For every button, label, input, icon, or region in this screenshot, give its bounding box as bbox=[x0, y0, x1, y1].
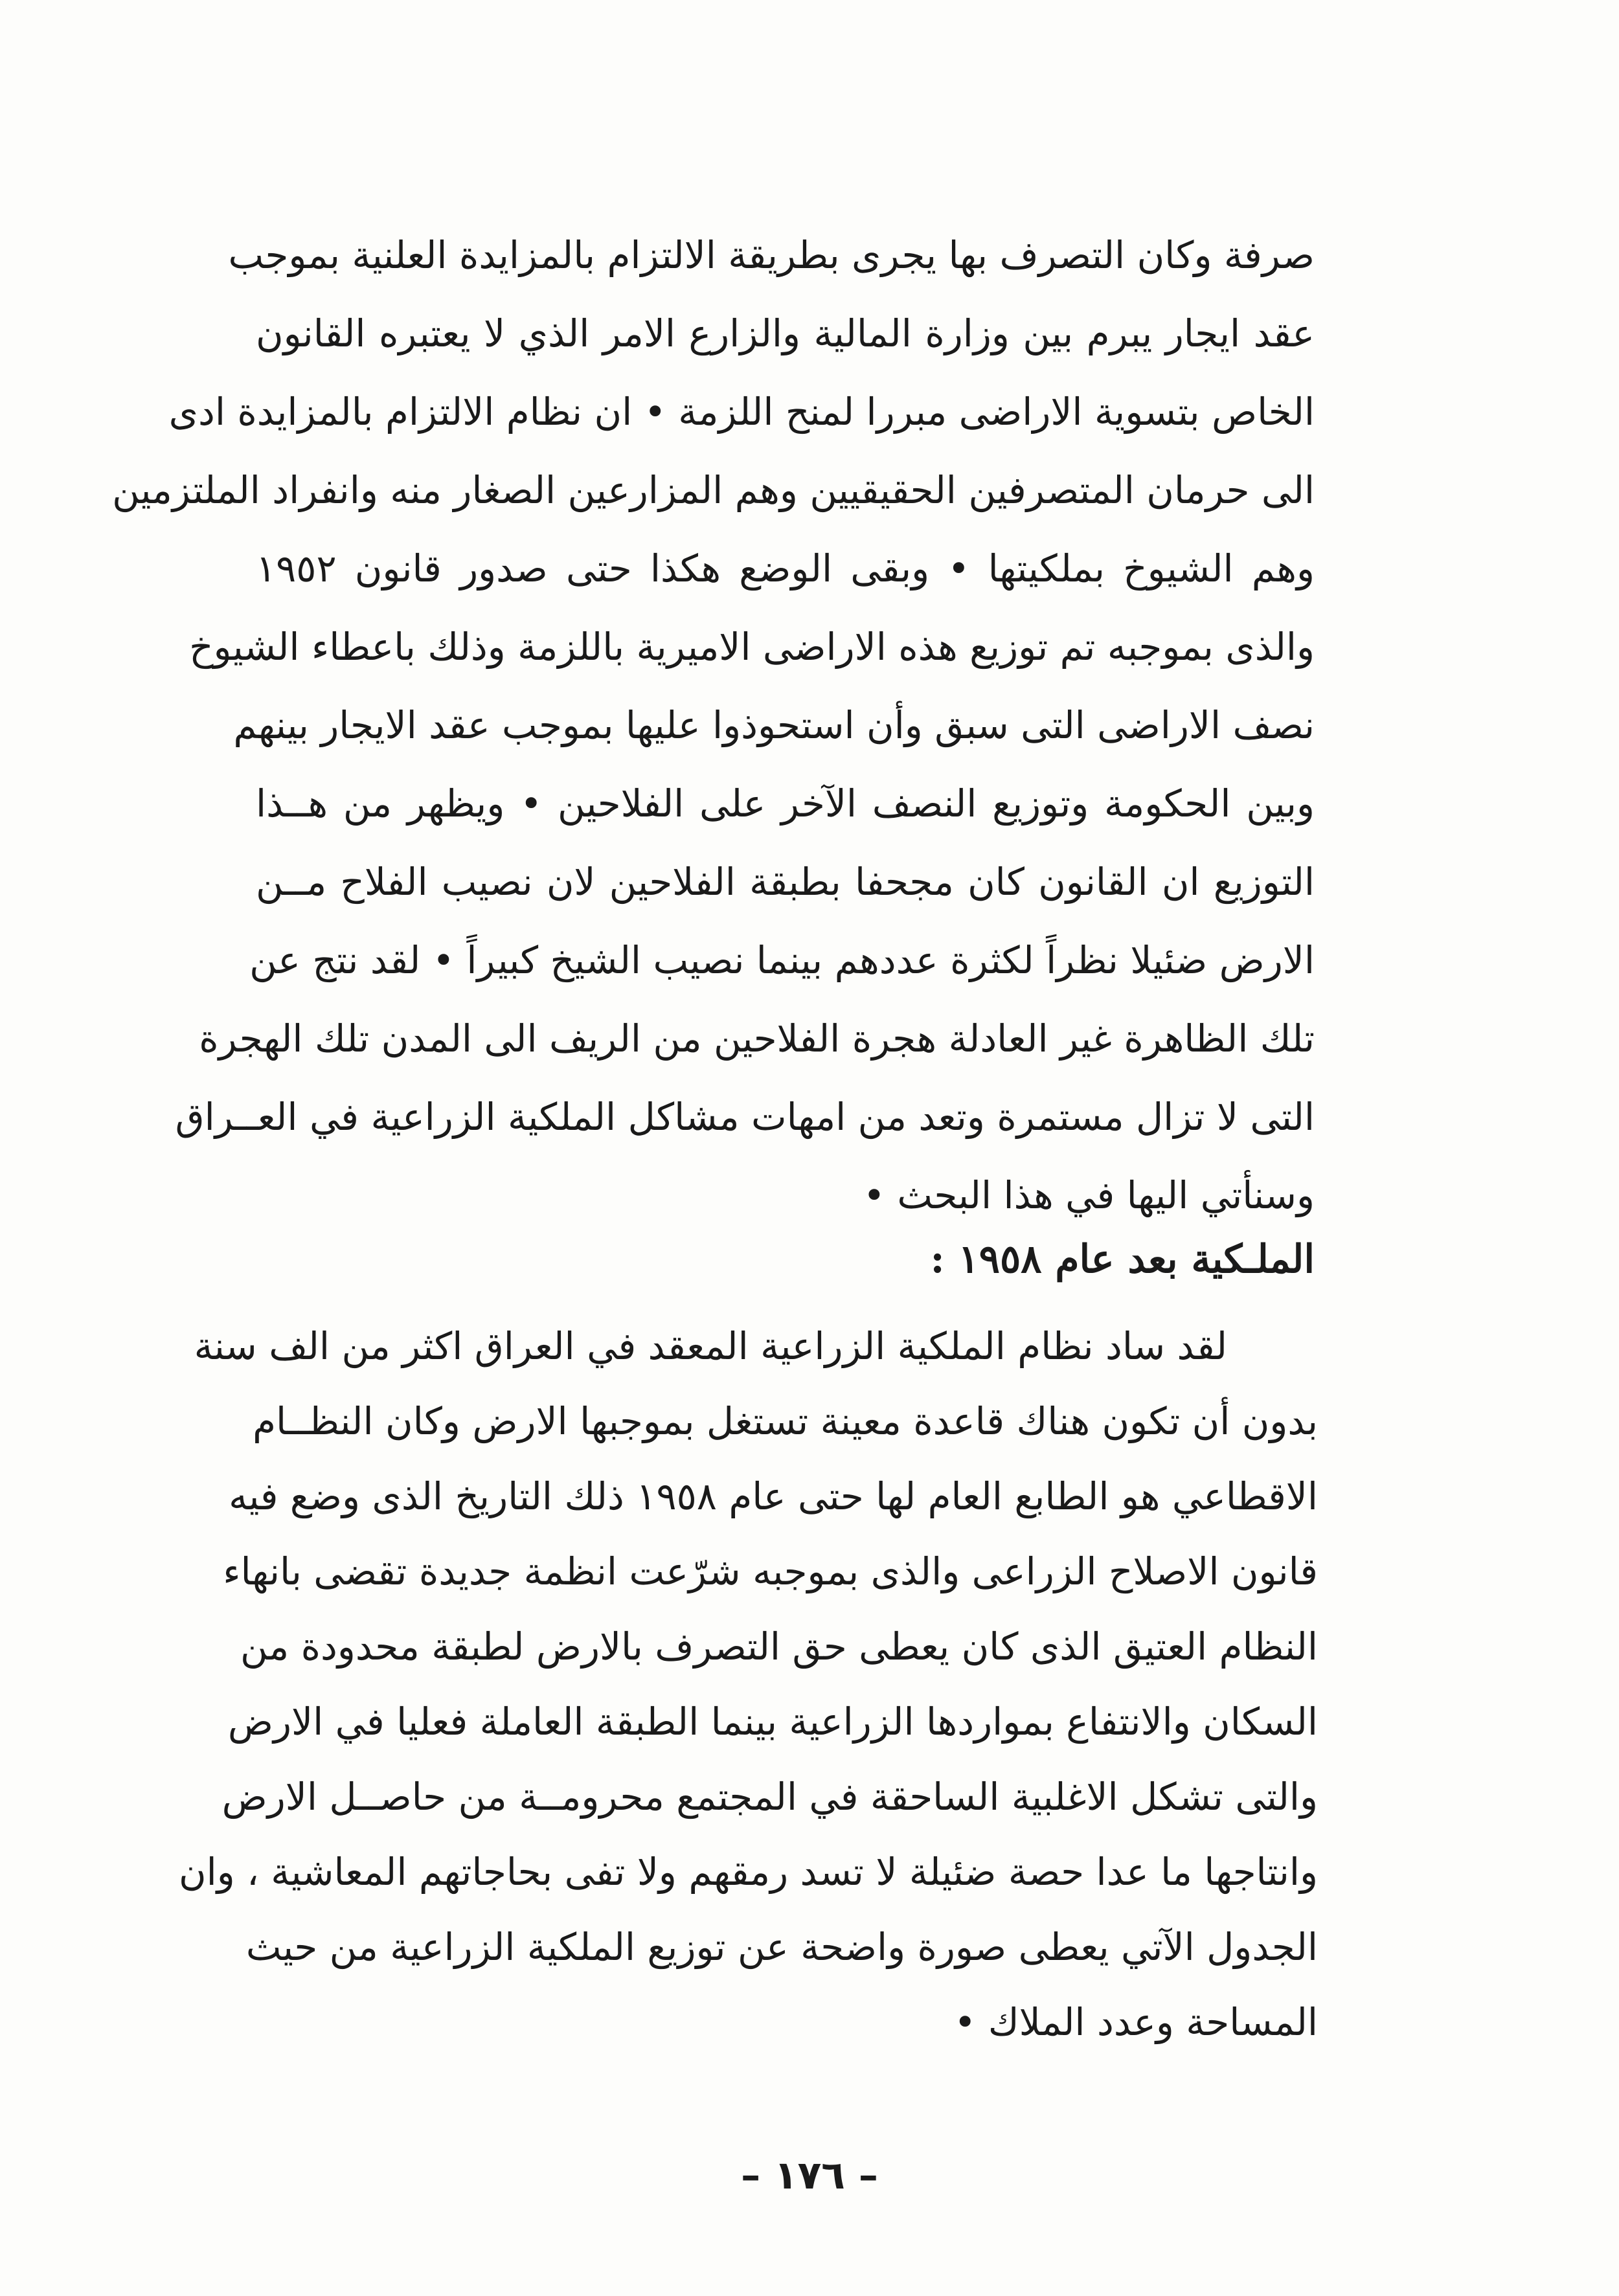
text-line: الاقطاعي هو الطابع العام لها حتى عام ١٩٥٨ ذلك التاريخ الذى وضع فيه bbox=[229, 1474, 1318, 1518]
text-line: والتى تشكل الاغلبية الساحقة في المجتمع محرومــة من حاصــل الارض bbox=[221, 1775, 1318, 1819]
text-line: وانتاجها ما عدا حصة ضئيلة لا تسد رمقهم ولا تفى بحاجاتهم المعاشية ، وان bbox=[178, 1850, 1318, 1894]
page-number: – ١٧٦ – bbox=[741, 2153, 878, 2198]
text-line: بدون أن تكون هناك قاعدة معينة تستغل بموجبها الارض وكان النظــام bbox=[253, 1399, 1318, 1443]
text-line: لقد ساد نظام الملكية الزراعية المعقد في العراق اكثر من الف سنة bbox=[194, 1324, 1227, 1368]
text-line: الخاص بتسوية الاراضى مبررا لمنح اللزمة • ان نظام الالتزام بالمزايدة ادى bbox=[168, 390, 1315, 434]
text-line: التى لا تزال مستمرة وتعد من امهات مشاكل الملكية الزراعية في العــراق bbox=[175, 1095, 1315, 1139]
section-heading: الملـكية بعد عام ١٩٥٨ : bbox=[930, 1237, 1315, 1282]
text-line: وهم الشيوخ بملكيتها • وبقى الوضع هكذا حتى صدور قانون ١٩٥٢ bbox=[256, 546, 1315, 591]
paragraph-1 bbox=[112, 233, 1315, 1255]
paragraph-2 bbox=[178, 1324, 1318, 2078]
text-line: صرفة وكان التصرف بها يجرى بطريقة الالتزام بالمزايدة العلنية بموجب bbox=[228, 233, 1315, 277]
text-line: وسنأتي اليها في هذا البحث • bbox=[863, 1173, 1315, 1217]
text-line: الجدول الآتي يعطى صورة واضحة عن توزيع الملكية الزراعية من حيث bbox=[245, 1925, 1318, 1969]
text-line: والذى بموجبه تم توزيع هذه الاراضى الاميرية باللزمة وذلك باعطاء الشيوخ bbox=[189, 625, 1315, 669]
text-line: المساحة وعدد الملاك • bbox=[954, 2000, 1318, 2044]
text-line: السكان والانتفاع بمواردها الزراعية بينما الطبقة العاملة فعليا في الارض bbox=[227, 1700, 1318, 1744]
text-line: وبين الحكومة وتوزيع النصف الآخر على الفلاحين • ويظهر من هــذا bbox=[256, 782, 1315, 826]
text-line: التوزيع ان القانون كان مجحفا بطبقة الفلاحين لان نصيب الفلاح مــن bbox=[256, 860, 1315, 904]
text-line: نصف الاراضى التى سبق وأن استحوذوا عليها بموجب عقد الايجار بينهم bbox=[233, 703, 1315, 747]
text-line: قانون الاصلاح الزراعى والذى بموجبه شرّعت انظمة جديدة تقضى بانهاء bbox=[223, 1549, 1318, 1593]
text-line: النظام العتيق الذى كان يعطى حق التصرف بالارض لطبقة محدودة من bbox=[240, 1625, 1318, 1669]
text-line: الى حرمان المتصرفين الحقيقيين وهم المزارعين الصغار منه وانفراد الملتزمين bbox=[112, 468, 1315, 512]
text-line: الارض ضئيلا نظراً لكثرة عددهم بينما نصيب الشيخ كبيراً • لقد نتج عن bbox=[249, 938, 1315, 982]
text-line: تلك الظاهرة غير العادلة هجرة الفلاحين من الريف الى المدن تلك الهجرة bbox=[199, 1017, 1315, 1061]
text-line: عقد ايجار يبرم بين وزارة المالية والزارع الامر الذي لا يعتبره القانون bbox=[256, 311, 1315, 355]
